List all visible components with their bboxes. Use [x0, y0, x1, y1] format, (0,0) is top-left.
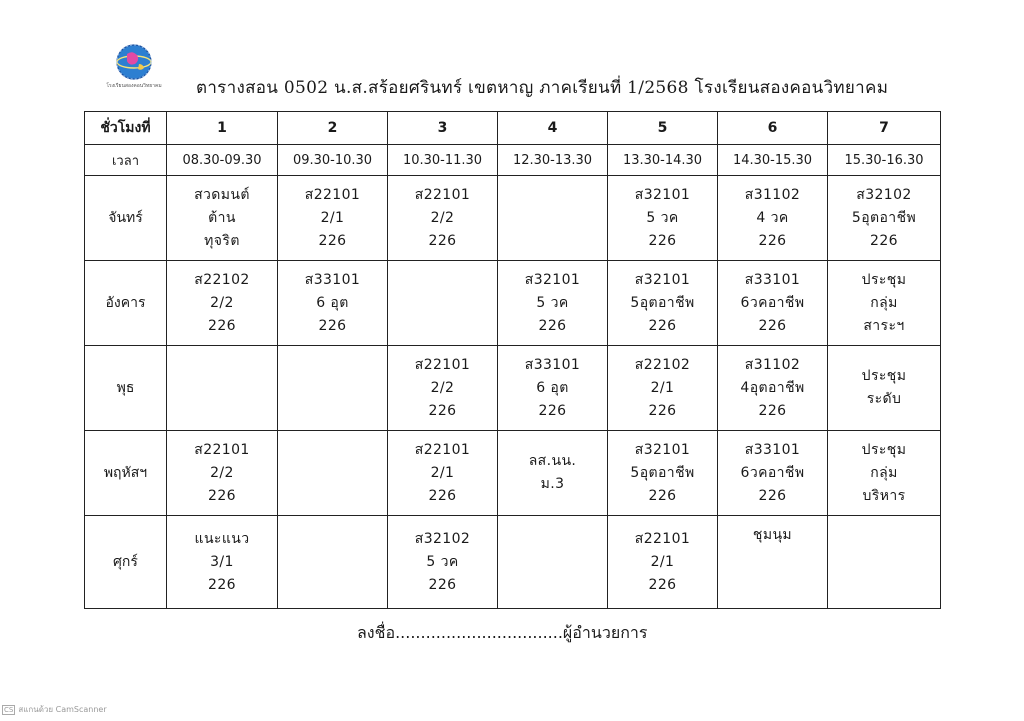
- cell-text: 2/1: [320, 209, 345, 226]
- schedule-cell: [278, 516, 388, 609]
- cell-text: 2/2: [430, 209, 455, 226]
- cell-text: 226: [758, 487, 787, 504]
- schedule-cell: [828, 431, 941, 516]
- cell-text: 226: [428, 576, 457, 593]
- cell-text: ส32101: [634, 271, 691, 288]
- cell-text: บริหาร: [862, 487, 906, 504]
- school-logo: [103, 42, 165, 92]
- schedule-cell: [278, 431, 388, 516]
- globe-logo-icon: [103, 42, 165, 92]
- day-name: พุธ: [85, 346, 167, 431]
- cell-text: ส22101: [414, 441, 471, 458]
- cell-text: สาระฯ: [863, 317, 905, 334]
- schedule-cell: [718, 176, 828, 261]
- cell-text: 2/1: [650, 379, 675, 396]
- day-name: อังคาร: [85, 261, 167, 346]
- cell-text: 226: [318, 317, 347, 334]
- schedule-cell: [278, 176, 388, 261]
- schedule-cell: [388, 176, 498, 261]
- cell-text: ส33101: [744, 271, 801, 288]
- cell-text: ส33101: [744, 441, 801, 458]
- cell-text: 226: [648, 232, 677, 249]
- cell-text: ส22101: [194, 441, 250, 458]
- cell-text: 226: [428, 232, 457, 249]
- cell-text: 226: [428, 402, 457, 419]
- schedule-cell: [167, 516, 278, 609]
- watermark-text: สแกนด้วย CamScanner: [18, 705, 107, 714]
- day-row: [85, 346, 941, 431]
- cell-text: ส22102: [634, 356, 691, 373]
- page-title: ตารางสอน 0502 น.ส.สร้อยศรินทร์ เขตหาญ ภาคเรียนที่ 1/2568 โรงเรียนสองคอนวิทยาคม: [196, 78, 889, 98]
- period-number: 4: [498, 112, 608, 145]
- cell-text: 226: [428, 487, 457, 504]
- cell-text: ส31102: [744, 356, 801, 373]
- schedule-cell: [278, 346, 388, 431]
- time-slot: 09.30-10.30: [278, 145, 388, 176]
- schedule-cell: [388, 431, 498, 516]
- camscanner-icon: CS: [4, 706, 14, 714]
- time-row: [85, 145, 941, 176]
- schedule-cell: [828, 261, 941, 346]
- period-header-row: [85, 112, 941, 145]
- time-slot: 13.30-14.30: [608, 145, 718, 176]
- cell-text: ส22101: [634, 530, 691, 547]
- schedule-cell: [828, 346, 941, 431]
- cell-text: 5อุตอาชีพ: [630, 464, 695, 481]
- cell-text: ต้าน: [208, 209, 236, 226]
- cell-text: กลุ่ม: [870, 294, 898, 311]
- cell-text: 226: [870, 232, 898, 249]
- schedule-cell: [608, 516, 718, 609]
- period-number: 6: [718, 112, 828, 145]
- cell-text: 6 อุต: [316, 294, 349, 311]
- time-slot: 14.30-15.30: [718, 145, 828, 176]
- cell-text: 226: [538, 402, 567, 419]
- cell-text: ส22101: [414, 356, 471, 373]
- cell-text: ส22101: [304, 186, 361, 203]
- cell-text: ส32102: [856, 186, 912, 203]
- schedule-cell: [388, 346, 498, 431]
- day-row: [85, 261, 941, 346]
- schedule-cell: [608, 431, 718, 516]
- day-name: จันทร์: [85, 176, 167, 261]
- schedule-cell: [718, 346, 828, 431]
- cell-text: กลุ่ม: [870, 464, 898, 481]
- cell-text: 226: [648, 317, 677, 334]
- period-label: ชั่วโมงที่: [85, 112, 167, 145]
- cell-text: 2/1: [650, 553, 675, 570]
- cell-text: ส22102: [194, 271, 250, 288]
- schedule-cell: [498, 261, 608, 346]
- schedule-cell: [388, 261, 498, 346]
- cell-text: ม.3: [540, 476, 565, 492]
- cell-text: 226: [648, 576, 677, 593]
- schedule-cell: [828, 176, 941, 261]
- day-row: [85, 431, 941, 516]
- scanner-watermark: [2, 703, 107, 716]
- logo-text: โรงเรียนสองคอนวิทยาคม: [106, 83, 162, 89]
- schedule-cell: [608, 261, 718, 346]
- cell-text: ส32102: [414, 530, 471, 547]
- schedule-cell: [498, 516, 608, 609]
- period-number: 2: [278, 112, 388, 145]
- cell-text: 5 วค: [536, 294, 569, 311]
- cell-text: 5อุตอาชีพ: [851, 209, 917, 226]
- cell-text: 226: [758, 232, 787, 249]
- period-number: 7: [828, 112, 941, 145]
- schedule-cell: [388, 516, 498, 609]
- cell-text: ชุมนุม: [752, 527, 793, 543]
- cell-text: ประชุม: [861, 271, 907, 288]
- schedule-cell: [278, 261, 388, 346]
- cell-text: 226: [538, 317, 567, 334]
- cell-text: ทุจริต: [204, 232, 240, 249]
- cell-text: 5อุตอาชีพ: [630, 294, 695, 311]
- cell-text: 6วคอาชีพ: [740, 464, 805, 481]
- schedule-cell: [167, 261, 278, 346]
- cell-text: 226: [758, 317, 787, 334]
- cell-text: 226: [648, 487, 677, 504]
- cell-text: สวดมนต์: [194, 186, 250, 203]
- cell-text: 2/1: [430, 464, 455, 481]
- schedule-cell: [498, 431, 608, 516]
- cell-text: 226: [648, 402, 677, 419]
- cell-text: 226: [208, 317, 236, 334]
- cell-text: ส32101: [524, 271, 581, 288]
- cell-text: 5 วค: [426, 553, 459, 570]
- schedule-cell: [718, 516, 828, 609]
- cell-text: 226: [318, 232, 347, 249]
- schedule-cell: [167, 346, 278, 431]
- time-slot: 10.30-11.30: [388, 145, 498, 176]
- cell-text: 6 อุต: [536, 379, 569, 396]
- cell-text: แนะแนว: [194, 530, 250, 547]
- director-signature-line: ลงชื่อ.................................ผู้อำนวยการ: [357, 623, 648, 642]
- time-slot: 08.30-09.30: [167, 145, 278, 176]
- cell-text: ประชุม: [861, 368, 907, 384]
- schedule-cell: [718, 261, 828, 346]
- time-slot: 15.30-16.30: [828, 145, 941, 176]
- cell-text: ประชุม: [861, 441, 907, 458]
- day-rows: [85, 176, 941, 609]
- cell-text: 2/2: [210, 294, 234, 311]
- cell-text: ส22101: [414, 186, 471, 203]
- cell-text: ส31102: [744, 186, 801, 203]
- cell-text: 4 วค: [756, 209, 789, 226]
- schedule-cell: [828, 516, 941, 609]
- cell-text: ลส.นน.: [528, 453, 577, 469]
- cell-text: ส32101: [634, 186, 691, 203]
- cell-text: 3/1: [210, 553, 234, 570]
- cell-text: ส33101: [304, 271, 361, 288]
- schedule-cell: [608, 176, 718, 261]
- time-label: เวลา: [85, 145, 167, 176]
- period-number: 5: [608, 112, 718, 145]
- schedule-cell: [498, 176, 608, 261]
- time-slot: 12.30-13.30: [498, 145, 608, 176]
- timetable: [84, 111, 941, 609]
- schedule-cell: [167, 176, 278, 261]
- cell-text: ระดับ: [866, 391, 902, 407]
- cell-text: 226: [758, 402, 787, 419]
- schedule-cell: [718, 431, 828, 516]
- schedule-cell: [608, 346, 718, 431]
- cell-text: 4อุตอาชีพ: [740, 379, 805, 396]
- schedule-cell: [167, 431, 278, 516]
- period-number: 3: [388, 112, 498, 145]
- day-name: พฤหัสฯ: [85, 431, 167, 516]
- cell-text: 226: [208, 487, 236, 504]
- cell-text: 2/2: [210, 464, 234, 481]
- cell-text: 2/2: [430, 379, 455, 396]
- cell-text: 6วคอาชีพ: [740, 294, 805, 311]
- cell-text: ส33101: [524, 356, 581, 373]
- day-row: [85, 516, 941, 609]
- cell-text: ส32101: [634, 441, 691, 458]
- cell-text: 5 วค: [646, 209, 679, 226]
- cell-text: 226: [208, 576, 236, 593]
- schedule-cell: [498, 346, 608, 431]
- day-row: [85, 176, 941, 261]
- period-number: 1: [167, 112, 278, 145]
- day-name: ศุกร์: [85, 516, 167, 609]
